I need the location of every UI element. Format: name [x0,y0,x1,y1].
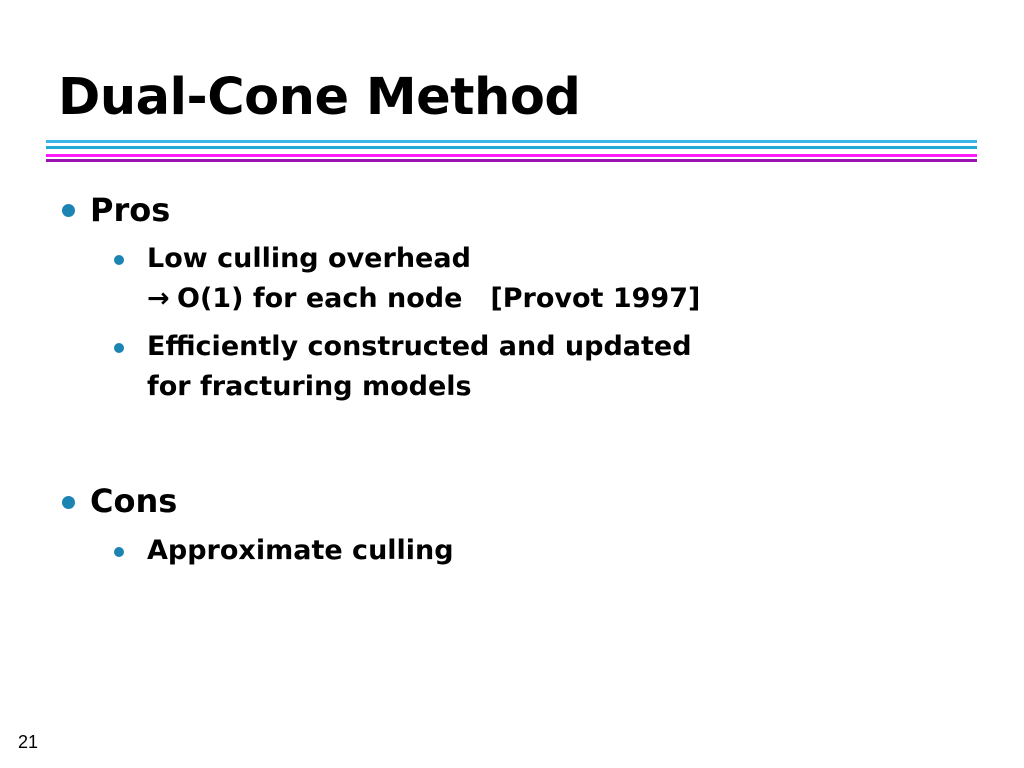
pros-item-1-citation: [Provot 1997] [490,283,701,314]
pros-item-2-line-2: for fracturing models [147,371,472,402]
pros-item-1-line-1: Low culling overhead [147,243,471,274]
title-rule-magenta-top [46,154,977,157]
cons-item-1-line-1: Approximate culling [147,535,454,566]
title-rule-magenta-bottom [46,159,977,162]
title-rule-cyan-bottom [46,146,977,149]
pros-item-1-bullet-icon [114,255,124,265]
pros-bullet-icon [62,204,75,217]
pros-item-1-line-2 [147,279,700,319]
pros-item-1-complexity: O(1) for each node [177,283,463,314]
cons-item-1-bullet-icon [114,547,124,557]
slide-title: Dual-Cone Method [58,68,581,127]
pros-heading: Pros [90,191,171,229]
cons-bullet-icon [62,496,75,509]
pros-item-2-line-1: Efficiently constructed and updated [147,331,692,362]
right-arrow-icon: → [147,283,170,314]
pros-item-2-bullet-icon [114,343,124,353]
page-number: 21 [18,732,39,752]
cons-heading: Cons [90,482,178,520]
title-rule-cyan-top [46,140,977,143]
